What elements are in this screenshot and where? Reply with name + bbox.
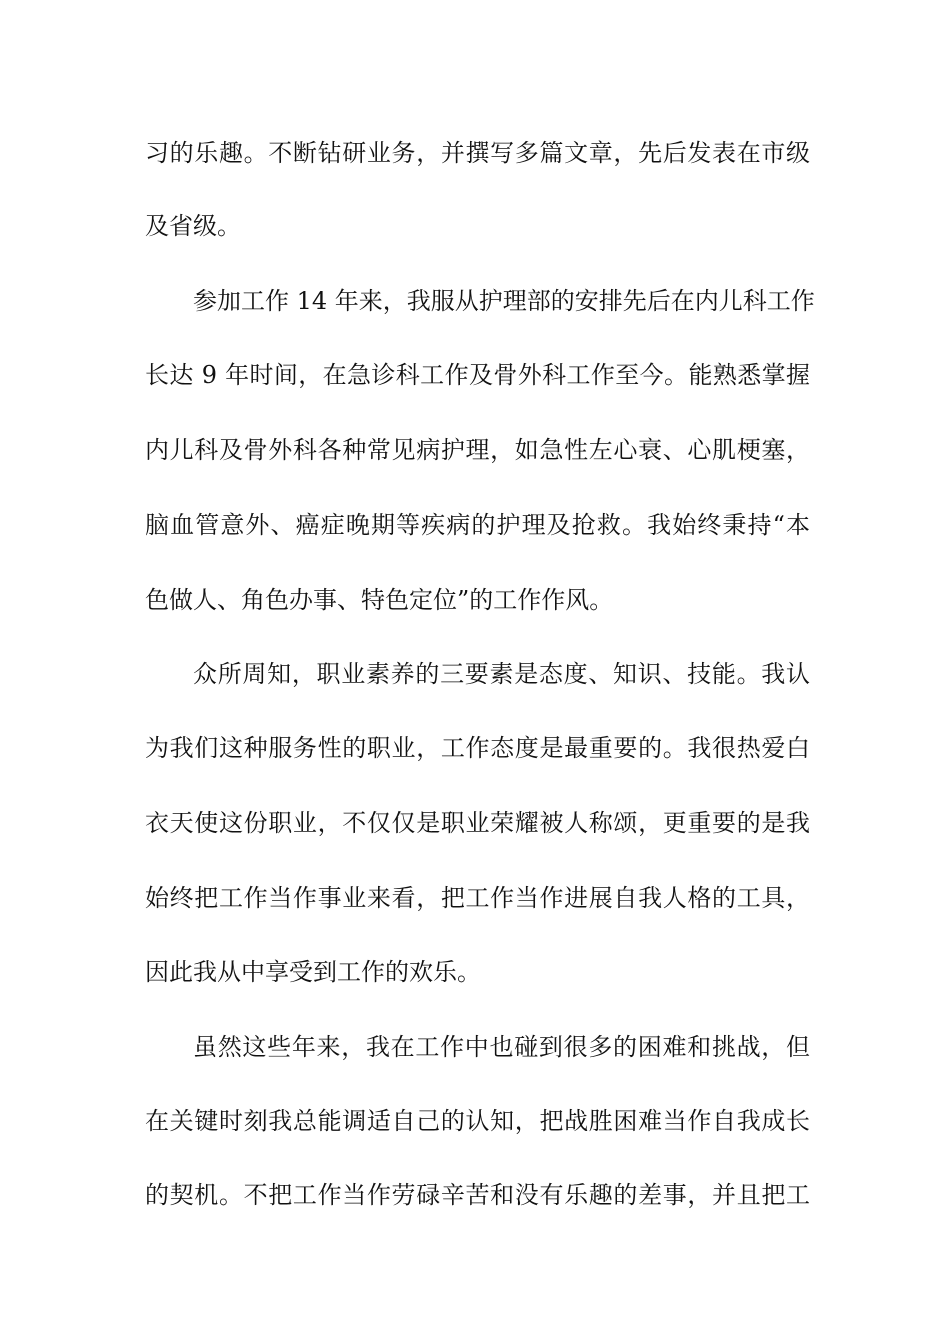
paragraph-first-line: 参加工作 14 年来，我服从护理部的安排先后在内儿科工作 [193,287,815,315]
text-line: 长达 9 年时间，在急诊科工作及骨外科工作至今。能熟悉掌握 [145,361,810,389]
text-line: 始终把工作当作事业来看，把工作当作进展自我人格的工具， [145,884,810,912]
text-line: 脑血管意外、癌症晚期等疾病的护理及抢救。我始终秉持“本 [145,511,810,539]
text-line: 色做人、角色办事、特色定位”的工作作风。 [145,586,614,614]
paragraph-first-line: 众所周知，职业素养的三要素是态度、知识、技能。我认 [193,660,810,688]
text-line: 在关键时刻我总能调适自己的认知，把战胜困难当作自我成长 [145,1107,810,1135]
text-line: 的契机。不把工作当作劳碌辛苦和没有乐趣的差事，并且把工 [145,1181,810,1209]
text-line: 为我们这种服务性的职业，工作态度是最重要的。我很热爱白 [145,734,810,762]
text-line: 衣天使这份职业，不仅仅是职业荣耀被人称颂，更重要的是我 [145,809,810,837]
text-line: 因此我从中享受到工作的欢乐。 [145,958,481,986]
text-line: 内儿科及骨外科各种常见病护理，如急性左心衰、心肌梗塞， [145,436,810,464]
text-line: 及省级。 [145,212,241,240]
paragraph-first-line: 虽然这些年来，我在工作中也碰到很多的困难和挑战，但 [193,1033,810,1061]
text-line: 习的乐趣。不断钻研业务，并撰写多篇文章，先后发表在市级 [145,139,810,167]
